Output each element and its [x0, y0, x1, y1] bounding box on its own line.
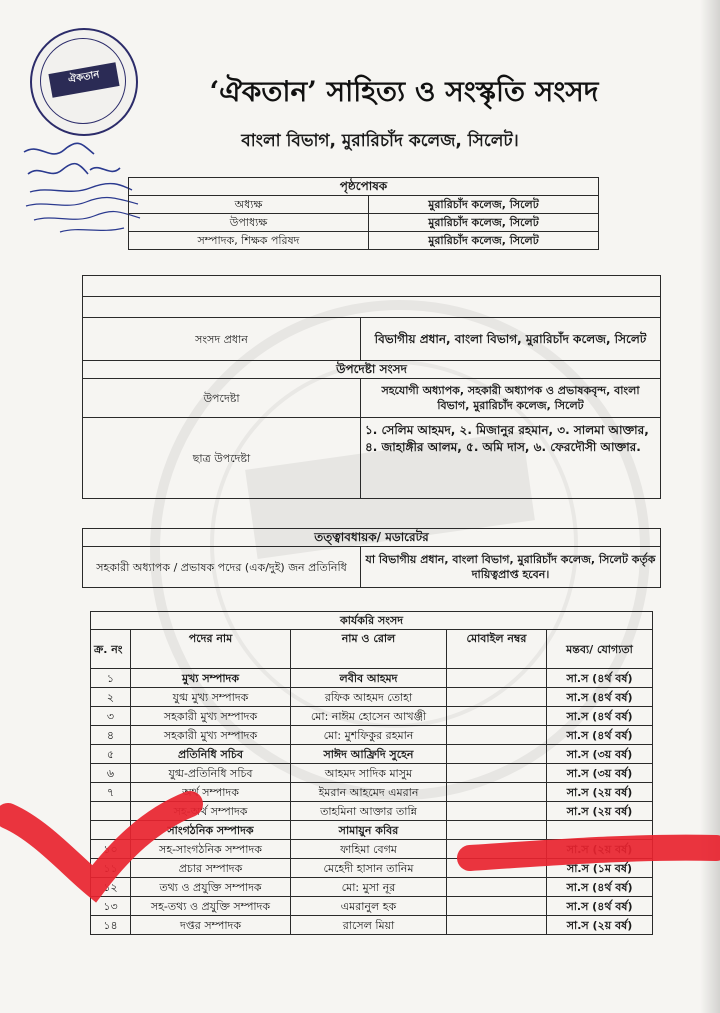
- table-row: [83, 318, 661, 361]
- row-name: ইমরান আহমেদ এমরান: [291, 783, 447, 802]
- table-row: [91, 669, 653, 688]
- blank-row: [83, 276, 661, 297]
- row-name: রফিক আহমদ তোহা: [291, 688, 447, 707]
- row-mobile: [447, 726, 547, 745]
- row-mobile: [447, 669, 547, 688]
- row-serial: [91, 802, 131, 821]
- row-name: মো: মুসা নূর: [291, 878, 447, 897]
- row-name: আহমদ সাদিক মাসুম: [291, 764, 447, 783]
- row-serial: ১৩: [91, 897, 131, 916]
- moderator-heading: তত্ত্বাবধায়ক/ মডারেটর: [83, 529, 661, 547]
- row-post: প্রচার সম্পাদক: [131, 859, 291, 878]
- row-remark: সা.স (৪র্থ বর্ষ): [547, 878, 653, 897]
- row-serial: ৩: [91, 707, 131, 726]
- row-post: সহকারী মুখ্য সম্পাদক: [131, 707, 291, 726]
- col-post: পদের নাম: [131, 630, 291, 669]
- row-serial: [91, 821, 131, 840]
- adviser-value: সহযোগী অধ্যাপক, সহকারী অধ্যাপক ও প্রভাষকবৃন্দ, বাংলা বিভাগ, মুরারিচাঁদ কলেজ, সিলেট: [361, 379, 661, 418]
- row-serial: ১: [91, 669, 131, 688]
- row-serial: ১৪: [91, 916, 131, 935]
- executive-heading: কার্যকরি সংসদ: [91, 612, 653, 630]
- row-name: মেহেদী হাসান তানিম: [291, 859, 447, 878]
- row-post: তথ্য ও প্রযুক্তি সম্পাদক: [131, 878, 291, 897]
- blank-row: [83, 297, 661, 318]
- row-name: মো: নাঈম হোসেন আখঞ্জী: [291, 707, 447, 726]
- moderator-role: সহকারী অধ্যাপক / প্রভাষক পদের (এক/দুই) জন প্রতিনিধি: [83, 547, 361, 588]
- table-row: [83, 379, 661, 418]
- row-remark: সা.স (৪র্থ বর্ষ): [547, 669, 653, 688]
- table-row: [91, 783, 653, 802]
- row-name: রাসেল মিয়া: [291, 916, 447, 935]
- student-adviser-value: ১. সেলিম আহমদ, ২. মিজানুর রহমান, ৩. সালমা আক্তার, ৪. জাহাঙ্গীর আলম, ৫. অমি দাস, ৬. ফেরদৌসী আক্তার.: [361, 418, 661, 499]
- row-remark: সা.স (৩য় বর্ষ): [547, 764, 653, 783]
- table-row: [91, 688, 653, 707]
- row-remark: সা.স (২য় বর্ষ): [547, 840, 653, 859]
- col-serial: ক্র. নং: [91, 630, 131, 669]
- table-row: [91, 745, 653, 764]
- row-name: এমরানুল হক: [291, 897, 447, 916]
- row-remark: সা.স (৪র্থ বর্ষ): [547, 688, 653, 707]
- row-mobile: [447, 688, 547, 707]
- table-row: [91, 764, 653, 783]
- row-name: তাহমিনা আক্তার তান্নি: [291, 802, 447, 821]
- row-remark: সা.স (১ম বর্ষ): [547, 859, 653, 878]
- row-mobile: [447, 707, 547, 726]
- row-remark: সা.স (৩য় বর্ষ): [547, 745, 653, 764]
- document-title: ‘ঐকতান’ সাহিত্য ও সংস্কৃতি সংসদ: [209, 75, 599, 108]
- advisory-head-role: সংসদ প্রধান: [83, 318, 361, 361]
- advisory-head-value: বিভাগীয় প্রধান, বাংলা বিভাগ, মুরারিচাঁদ কলেজ, সিলেট: [361, 318, 661, 361]
- executive-rows: [91, 669, 653, 935]
- advisory-heading: উপদেষ্টা সংসদ: [83, 361, 661, 379]
- row-mobile: [447, 764, 547, 783]
- row-name: লবীব আহমদ: [291, 669, 447, 688]
- sponsor-heading: পৃষ্ঠপোষক: [129, 178, 599, 196]
- row-mobile: [447, 802, 547, 821]
- table-row: [91, 840, 653, 859]
- row-serial: ৬: [91, 764, 131, 783]
- logo-text: ঐকতান: [67, 69, 101, 86]
- society-logo-seal: [30, 28, 138, 136]
- sponsor-role: সম্পাদক, শিক্ষক পরিষদ: [129, 232, 369, 250]
- row-name: মো: মুশফিকুর রহমান: [291, 726, 447, 745]
- row-serial: ১০: [91, 840, 131, 859]
- row-mobile: [447, 859, 547, 878]
- sponsor-role: অধ্যক্ষ: [129, 196, 369, 214]
- adviser-role: উপদেষ্টা: [83, 379, 361, 418]
- table-row: [83, 418, 661, 499]
- col-name: নাম ও রোল: [291, 630, 447, 669]
- row-post: মুখ্য সম্পাদক: [131, 669, 291, 688]
- row-name: সামায়ুন কবির: [291, 821, 447, 840]
- advisory-table: [82, 275, 661, 499]
- row-post: সাংগঠনিক সম্পাদক: [131, 821, 291, 840]
- row-serial: ৪: [91, 726, 131, 745]
- table-row: [91, 878, 653, 897]
- sponsor-org: মুরারিচাঁদ কলেজ, সিলেট: [369, 232, 599, 250]
- row-mobile: [447, 745, 547, 764]
- row-serial: ৭: [91, 783, 131, 802]
- row-remark: সা.স (৪র্থ বর্ষ): [547, 726, 653, 745]
- row-serial: ৫: [91, 745, 131, 764]
- row-post: সহকারী মুখ্য সম্পাদক: [131, 726, 291, 745]
- student-adviser-role: ছাত্র উপদেষ্টা: [83, 418, 361, 499]
- table-row: [83, 547, 661, 588]
- sponsor-table: [128, 177, 599, 250]
- row-serial: ১১: [91, 859, 131, 878]
- row-mobile: [447, 878, 547, 897]
- table-row: [129, 232, 599, 250]
- document-subtitle: বাংলা বিভাগ, মুরারিচাঁদ কলেজ, সিলেট।: [241, 131, 519, 151]
- row-mobile: [447, 840, 547, 859]
- row-remark: সা.স (৪র্থ বর্ষ): [547, 897, 653, 916]
- table-row: [129, 214, 599, 232]
- col-mobile: মোবাইল নম্বর: [447, 630, 547, 669]
- table-row: [91, 821, 653, 840]
- row-post: দপ্তর সম্পাদক: [131, 916, 291, 935]
- executive-table: [90, 611, 653, 935]
- row-remark: [547, 821, 653, 840]
- table-row: [91, 916, 653, 935]
- table-row: [91, 859, 653, 878]
- table-header-row: [91, 630, 653, 669]
- row-remark: সা.স (২য় বর্ষ): [547, 802, 653, 821]
- row-post: সহ-সাংগঠনিক সম্পাদক: [131, 840, 291, 859]
- row-mobile: [447, 916, 547, 935]
- row-post: প্রতিনিধি সচিব: [131, 745, 291, 764]
- row-remark: সা.স (২য় বর্ষ): [547, 783, 653, 802]
- row-remark: সা.স (৪র্থ বর্ষ): [547, 707, 653, 726]
- moderator-table: [82, 528, 661, 588]
- table-row: [129, 196, 599, 214]
- table-row: [91, 726, 653, 745]
- row-post: সহ-তথ্য ও প্রযুক্তি সম্পাদক: [131, 897, 291, 916]
- row-post: যুগ্ম মুখ্য সম্পাদক: [131, 688, 291, 707]
- sponsor-org: মুরারিচাঁদ কলেজ, সিলেট: [369, 214, 599, 232]
- table-row: [91, 897, 653, 916]
- sponsor-role: উপাধ্যক্ষ: [129, 214, 369, 232]
- row-name: সাঈদ আফ্রিদি সুহেন: [291, 745, 447, 764]
- row-serial: ২: [91, 688, 131, 707]
- row-mobile: [447, 783, 547, 802]
- page-edge-shadow: [700, 0, 720, 1013]
- col-remark: মন্তব্য/ যোগ্যতা: [547, 630, 653, 669]
- table-row: [91, 707, 653, 726]
- row-post: অর্থ সম্পাদক: [131, 783, 291, 802]
- sponsor-org: মুরারিচাঁদ কলেজ, সিলেট: [369, 196, 599, 214]
- row-post: সহ-অর্থ সম্পাদক: [131, 802, 291, 821]
- row-remark: সা.স (২য় বর্ষ): [547, 916, 653, 935]
- table-row: [91, 802, 653, 821]
- row-name: ফাহিমা বেগম: [291, 840, 447, 859]
- row-serial: ১২: [91, 878, 131, 897]
- row-post: যুগ্ম-প্রতিনিধি সচিব: [131, 764, 291, 783]
- moderator-value: যা বিভাগীয় প্রধান, বাংলা বিভাগ, মুরারিচাঁদ কলেজ, সিলেট কর্তৃক দায়িত্বপ্রাপ্ত হবেন।: [361, 547, 661, 588]
- row-mobile: [447, 897, 547, 916]
- row-mobile: [447, 821, 547, 840]
